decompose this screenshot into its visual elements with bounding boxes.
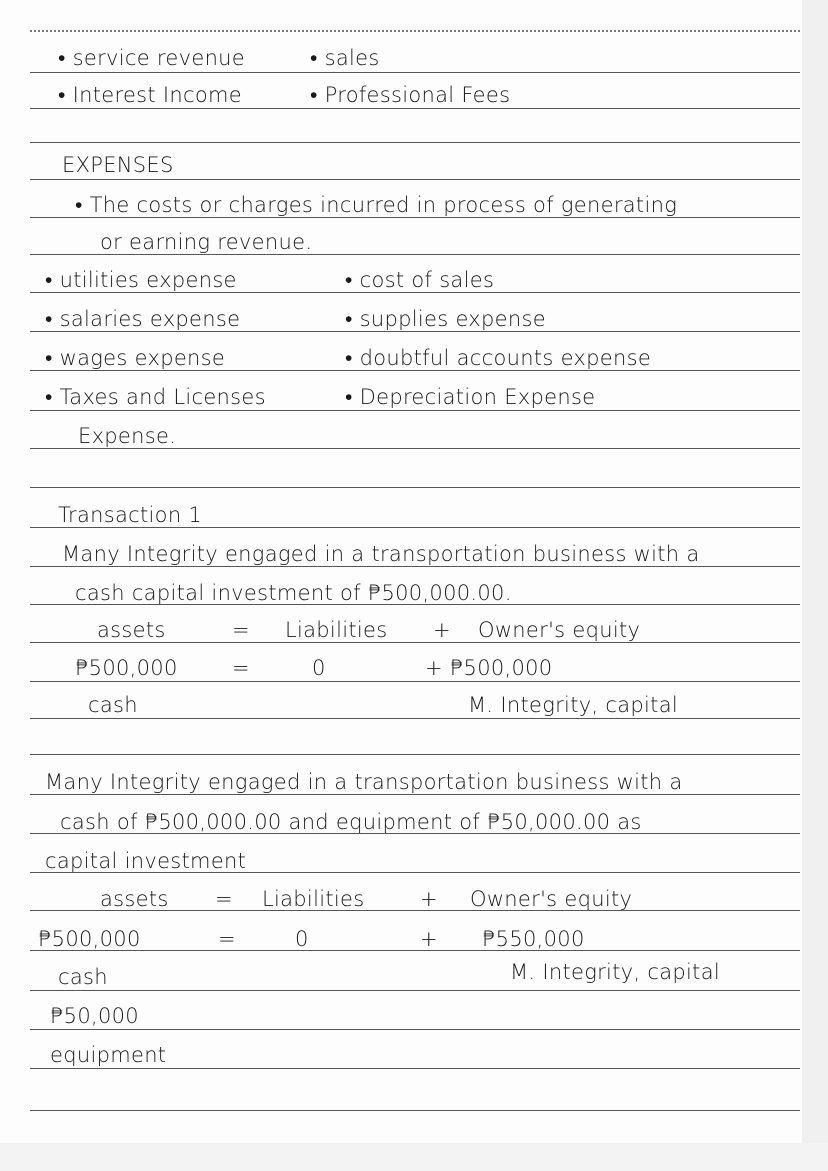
equation-equals: = <box>215 887 233 911</box>
label-cash: cash <box>58 965 108 989</box>
ruled-line <box>30 642 800 643</box>
transaction-text: cash of ₱500,000.00 and equipment of ₱50,000.00 as <box>60 810 642 834</box>
value-plus: + <box>420 927 438 951</box>
ruled-line <box>30 794 800 795</box>
equation-plus: + <box>433 618 451 642</box>
value-assets: ₱500,000 <box>75 656 178 680</box>
revenue-item: • service revenue <box>58 46 246 70</box>
ruled-line <box>30 718 800 719</box>
equation-owners-equity: Owner's equity <box>470 887 633 911</box>
expenses-definition: • The costs or charges incurred in process of generating <box>75 193 678 217</box>
label-cash: cash <box>88 693 138 717</box>
expense-item: • utilities expense <box>45 268 237 292</box>
label-capital: M. Integrity, capital <box>510 960 721 984</box>
page-bottom <box>0 1143 828 1171</box>
dotted-top-line <box>30 30 800 32</box>
equation-owners-equity: Owner's equity <box>478 618 641 642</box>
equation-assets: assets <box>100 887 169 911</box>
expense-item: • doubtful accounts expense <box>345 346 652 370</box>
value-liabilities: 0 <box>295 927 309 951</box>
expenses-heading: EXPENSES <box>62 153 174 177</box>
label-equipment: equipment <box>50 1043 167 1067</box>
value-equipment: ₱50,000 <box>50 1004 139 1028</box>
value-owners-equity: ₱550,000 <box>482 927 585 951</box>
ruled-line <box>30 72 800 73</box>
revenue-item: • sales <box>310 46 380 70</box>
ruled-line <box>30 1068 800 1069</box>
revenue-item: • Interest Income <box>58 83 242 107</box>
ruled-line <box>30 754 800 755</box>
transaction-text: Many Integrity engaged in a transportation business with a <box>62 542 700 566</box>
value-equals: = <box>218 927 236 951</box>
value-assets: ₱500,000 <box>38 927 141 951</box>
transaction-text: cash capital investment of ₱500,000.00. <box>75 581 512 605</box>
ruled-line <box>30 448 800 449</box>
ruled-line <box>30 1110 800 1111</box>
transaction-text: capital investment <box>45 849 247 873</box>
expense-item: Expense. <box>78 424 177 448</box>
value-equals: = <box>232 656 250 680</box>
value-owners-equity: + ₱500,000 <box>425 656 553 680</box>
label-capital: M. Integrity, capital <box>468 693 679 717</box>
ruled-line <box>30 179 800 180</box>
equation-plus: + <box>420 887 438 911</box>
expense-item: • salaries expense <box>45 307 241 331</box>
expense-item: • cost of sales <box>345 268 495 292</box>
transaction-text: Many Integrity engaged in a transportation business with a <box>45 770 683 794</box>
ruled-line <box>30 566 800 567</box>
ruled-line <box>30 410 800 411</box>
ruled-line <box>30 254 800 255</box>
ruled-line <box>30 681 800 682</box>
transaction-heading: Transaction 1 <box>58 503 203 527</box>
value-liabilities: 0 <box>312 656 326 680</box>
equation-assets: assets <box>97 618 166 642</box>
expense-item: • wages expense <box>45 346 226 370</box>
ruled-line <box>30 950 800 951</box>
ruled-line <box>30 487 800 488</box>
page-edge <box>802 0 828 1171</box>
equation-liabilities: Liabilities <box>285 618 388 642</box>
equation-liabilities: Liabilities <box>262 887 365 911</box>
revenue-item: • Professional Fees <box>310 83 511 107</box>
expense-item: • Depreciation Expense <box>345 385 596 409</box>
ruled-line <box>30 108 800 109</box>
expense-item: • Taxes and Licenses <box>45 385 266 409</box>
ruled-line <box>30 527 800 528</box>
expenses-definition: or earning revenue. <box>100 230 313 254</box>
ruled-line <box>30 990 800 991</box>
expense-item: • supplies expense <box>345 307 546 331</box>
equation-equals: = <box>232 618 250 642</box>
ruled-line <box>30 142 800 143</box>
ruled-line <box>30 1029 800 1030</box>
